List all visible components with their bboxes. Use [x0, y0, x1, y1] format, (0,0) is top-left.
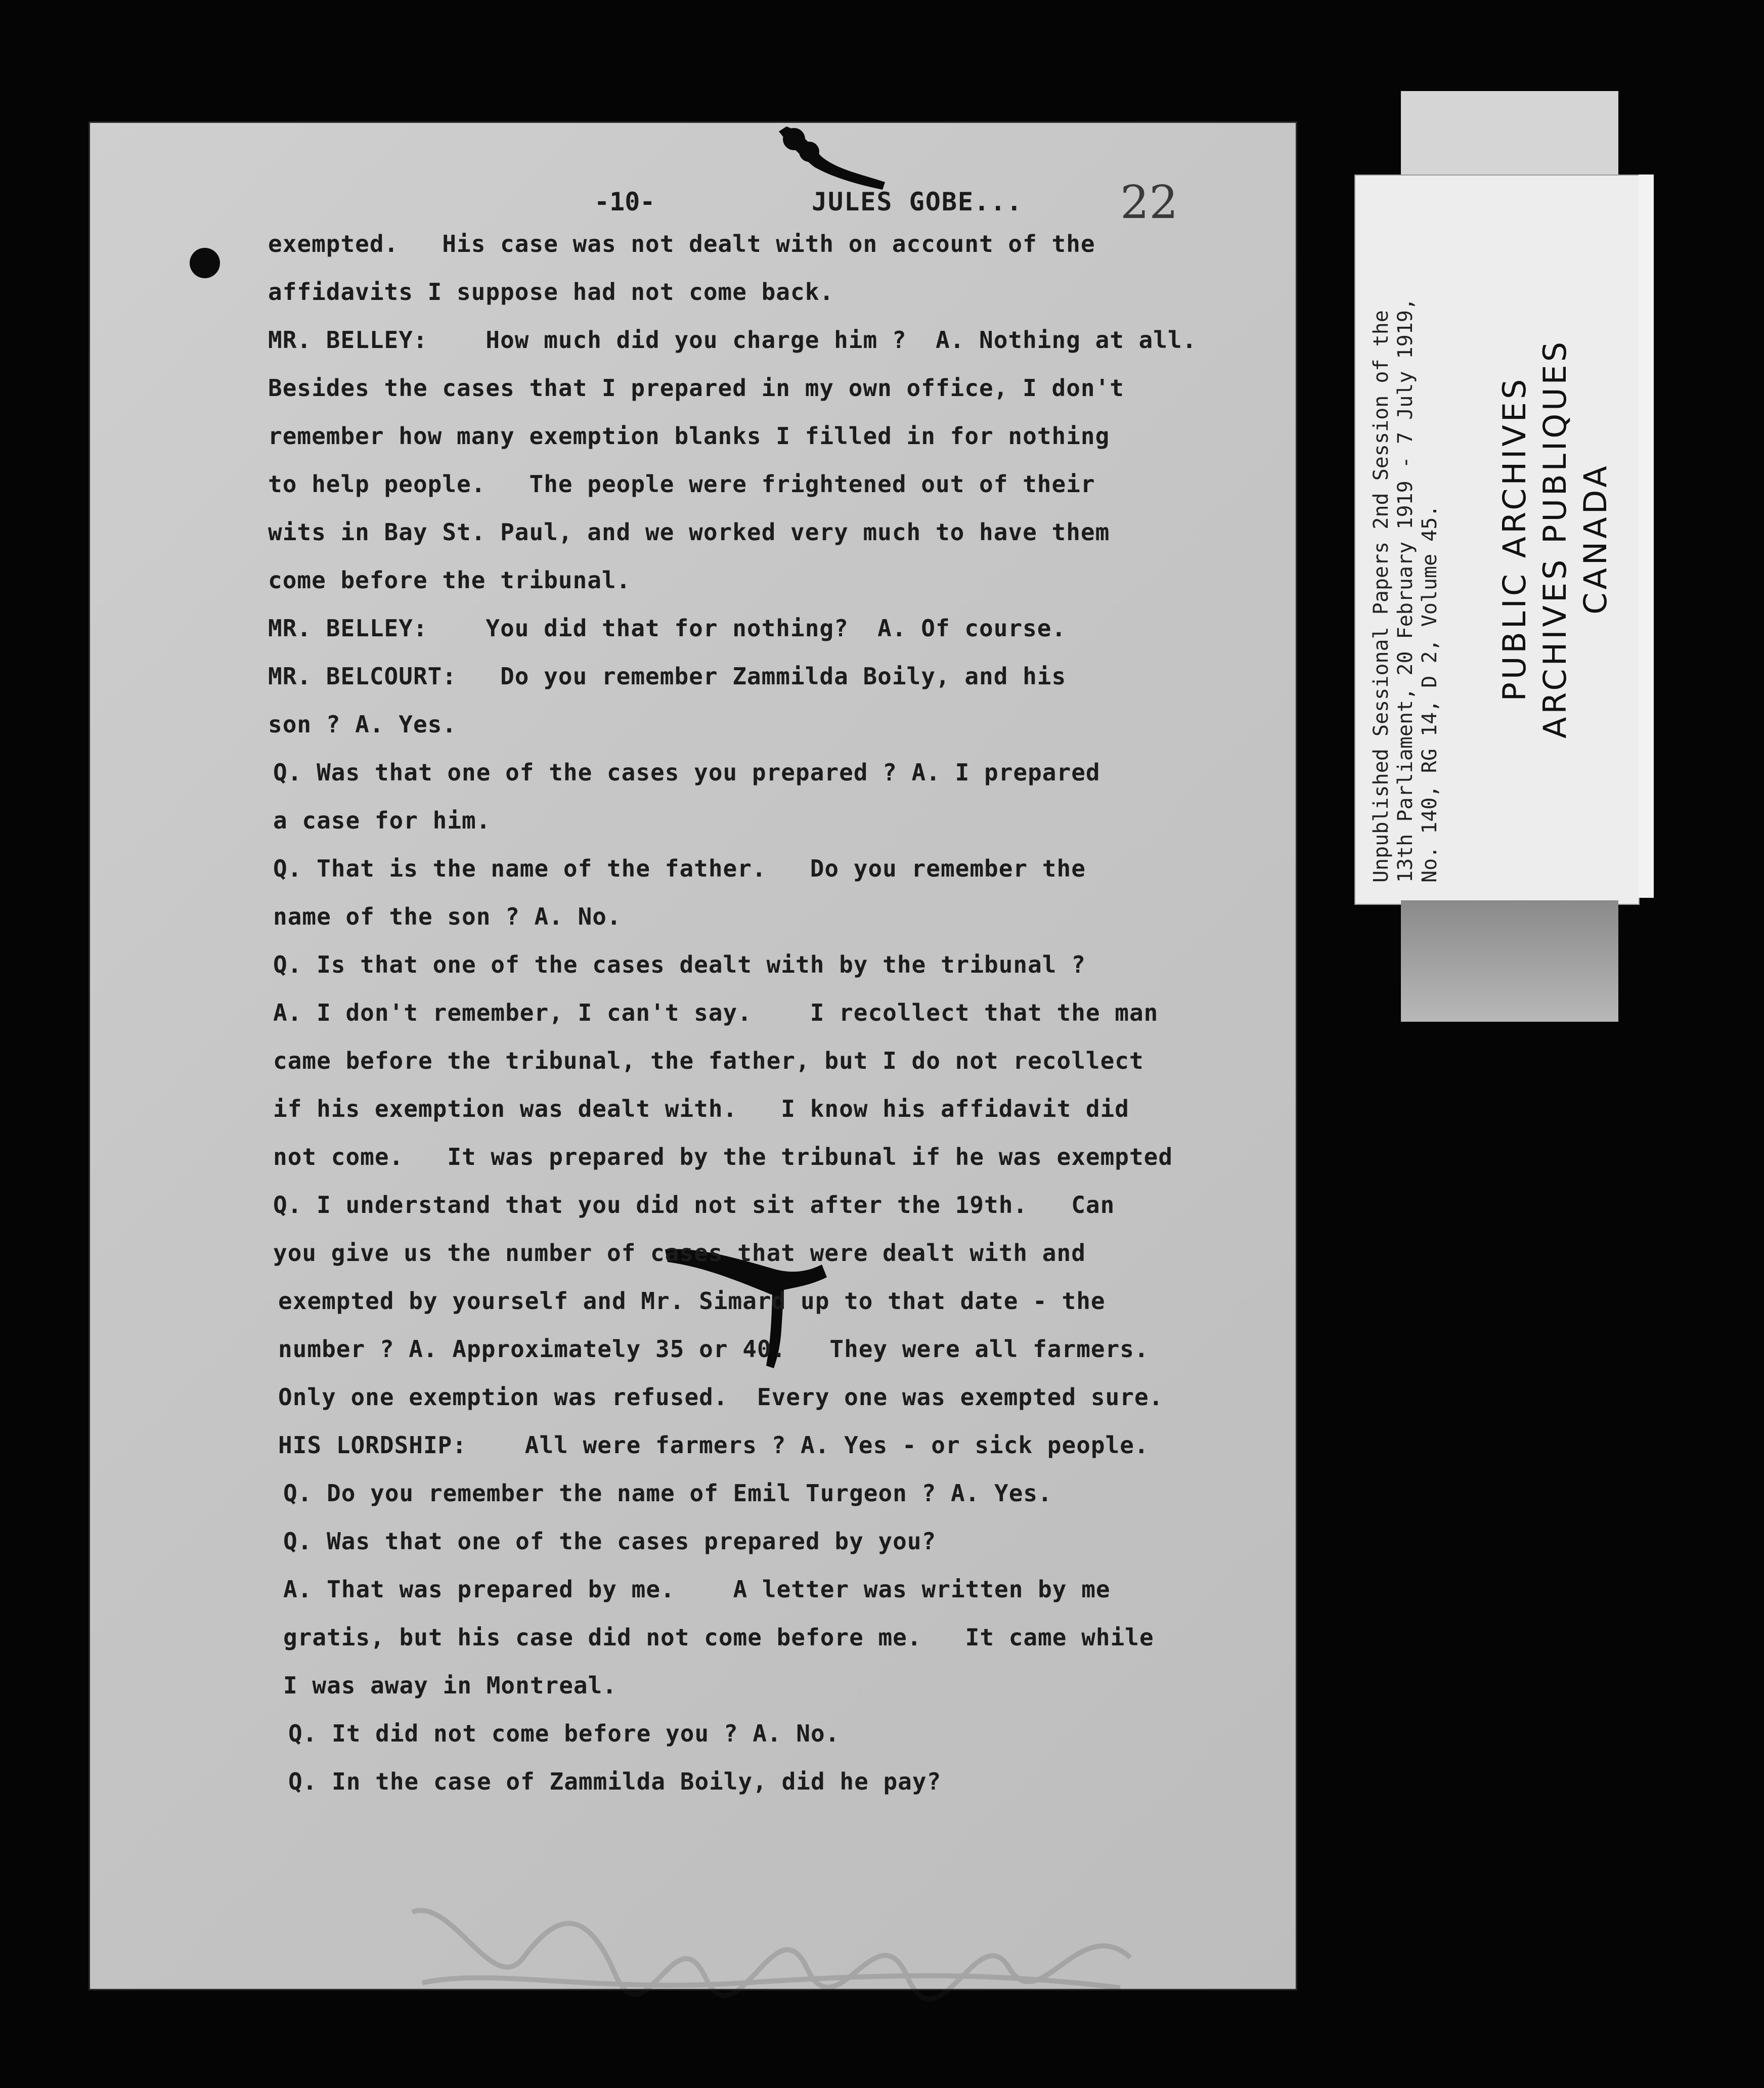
transcript-line: remember how many exemption blanks I filled in for nothing — [268, 422, 1110, 450]
transcript-line: Q. In the case of Zammilda Boily, did he pay? — [288, 1768, 942, 1795]
transcript-line: not come. It was prepared by the tribunal if he was exempted — [273, 1143, 1173, 1170]
transcript-line: gratis, but his case did not come before me. It came while — [283, 1624, 1154, 1651]
transcript-line: if his exemption was dealt with. I know his affidavit did — [273, 1095, 1129, 1122]
transcript-line: Besides the cases that I prepared in my own office, I don't — [268, 374, 1124, 402]
punch-hole — [190, 248, 220, 278]
transcript-line: MR. BELLEY: How much did you charge him ? A. Nothing at all. — [268, 326, 1197, 354]
transcript-line: A. That was prepared by me. A letter was written by me — [283, 1576, 1111, 1603]
transcript-line: exempted. His case was not dealt with on account of the — [268, 230, 1095, 257]
transcript-line: Q. That is the name of the father. Do you remember the — [273, 855, 1086, 882]
transcript-line: I was away in Montreal. — [283, 1672, 617, 1699]
document-page — [89, 121, 1297, 1990]
transcript-line: Q. It did not come before you ? A. No. — [288, 1720, 840, 1747]
transcript-line: HIS LORDSHIP: All were farmers ? A. Yes - or sick people. — [278, 1431, 1149, 1459]
source-line: No. 140, RG 14, D 2, Volume 45. — [1418, 505, 1441, 883]
source-line: Unpublished Sessional Papers 2nd Session of the — [1370, 310, 1393, 883]
transcript-line: son ? A. Yes. — [268, 711, 457, 738]
archive-label-text — [1354, 175, 1638, 903]
faint-stamp — [392, 1882, 1151, 2008]
transcript-line: Q. Is that one of the cases dealt with by the tribunal ? — [273, 951, 1086, 978]
transcript-line: A. I don't remember, I can't say. I recollect that the man — [273, 999, 1159, 1026]
transcript-line: came before the tribunal, the father, but I do not recollect — [273, 1047, 1144, 1074]
archive-label-edge — [1639, 175, 1654, 898]
source-line: 13th Parliament, 20 February 1919 - 7 July 1919, — [1394, 298, 1417, 883]
folio-number: 22 — [1120, 176, 1178, 229]
transcript-line: to help people. The people were frightened out of their — [268, 470, 1095, 498]
ink-mark — [766, 121, 888, 197]
archive-name-en: PUBLIC ARCHIVES — [1496, 376, 1533, 702]
header-name: JULES GOBE... — [812, 187, 1023, 216]
transcript-line: affidavits I suppose had not come back. — [268, 278, 834, 306]
transcript-line: come before the tribunal. — [268, 567, 631, 594]
transcript-line: a case for him. — [273, 807, 491, 834]
transcript-line: Only one exemption was refused. Every one was exempted sure. — [278, 1383, 1164, 1411]
transcript-line: wits in Bay St. Paul, and we worked very much to have them — [268, 518, 1110, 546]
archive-country: CANADA — [1577, 463, 1614, 615]
page-number: -10- — [594, 187, 655, 216]
transcript-line: you give us the number of cases that were dealt with and — [273, 1239, 1086, 1267]
transcript-line: number ? A. Approximately 35 or 40. They were all farmers. — [278, 1335, 1149, 1363]
transcript-line: exempted by yourself and Mr. Simard up to that date - the — [278, 1287, 1106, 1315]
archive-label-tab — [1401, 91, 1618, 184]
transcript-line: Q. Was that one of the cases prepared by you? — [283, 1528, 937, 1555]
transcript-line: MR. BELLEY: You did that for nothing? A. Of course. — [268, 615, 1067, 642]
transcript-line: Q. Do you remember the name of Emil Turgeon ? A. Yes. — [283, 1480, 1052, 1507]
archive-name-fr: ARCHIVES PUBLIQUES — [1536, 338, 1573, 739]
archive-label-bottom — [1401, 900, 1618, 1022]
transcript-line: Q. Was that one of the cases you prepared ? A. I prepared — [273, 759, 1100, 786]
transcript-line: MR. BELCOURT: Do you remember Zammilda Boily, and his — [268, 663, 1067, 690]
transcript-line: Q. I understand that you did not sit after the 19th. Can — [273, 1191, 1115, 1219]
transcript-line: name of the son ? A. No. — [273, 903, 622, 930]
